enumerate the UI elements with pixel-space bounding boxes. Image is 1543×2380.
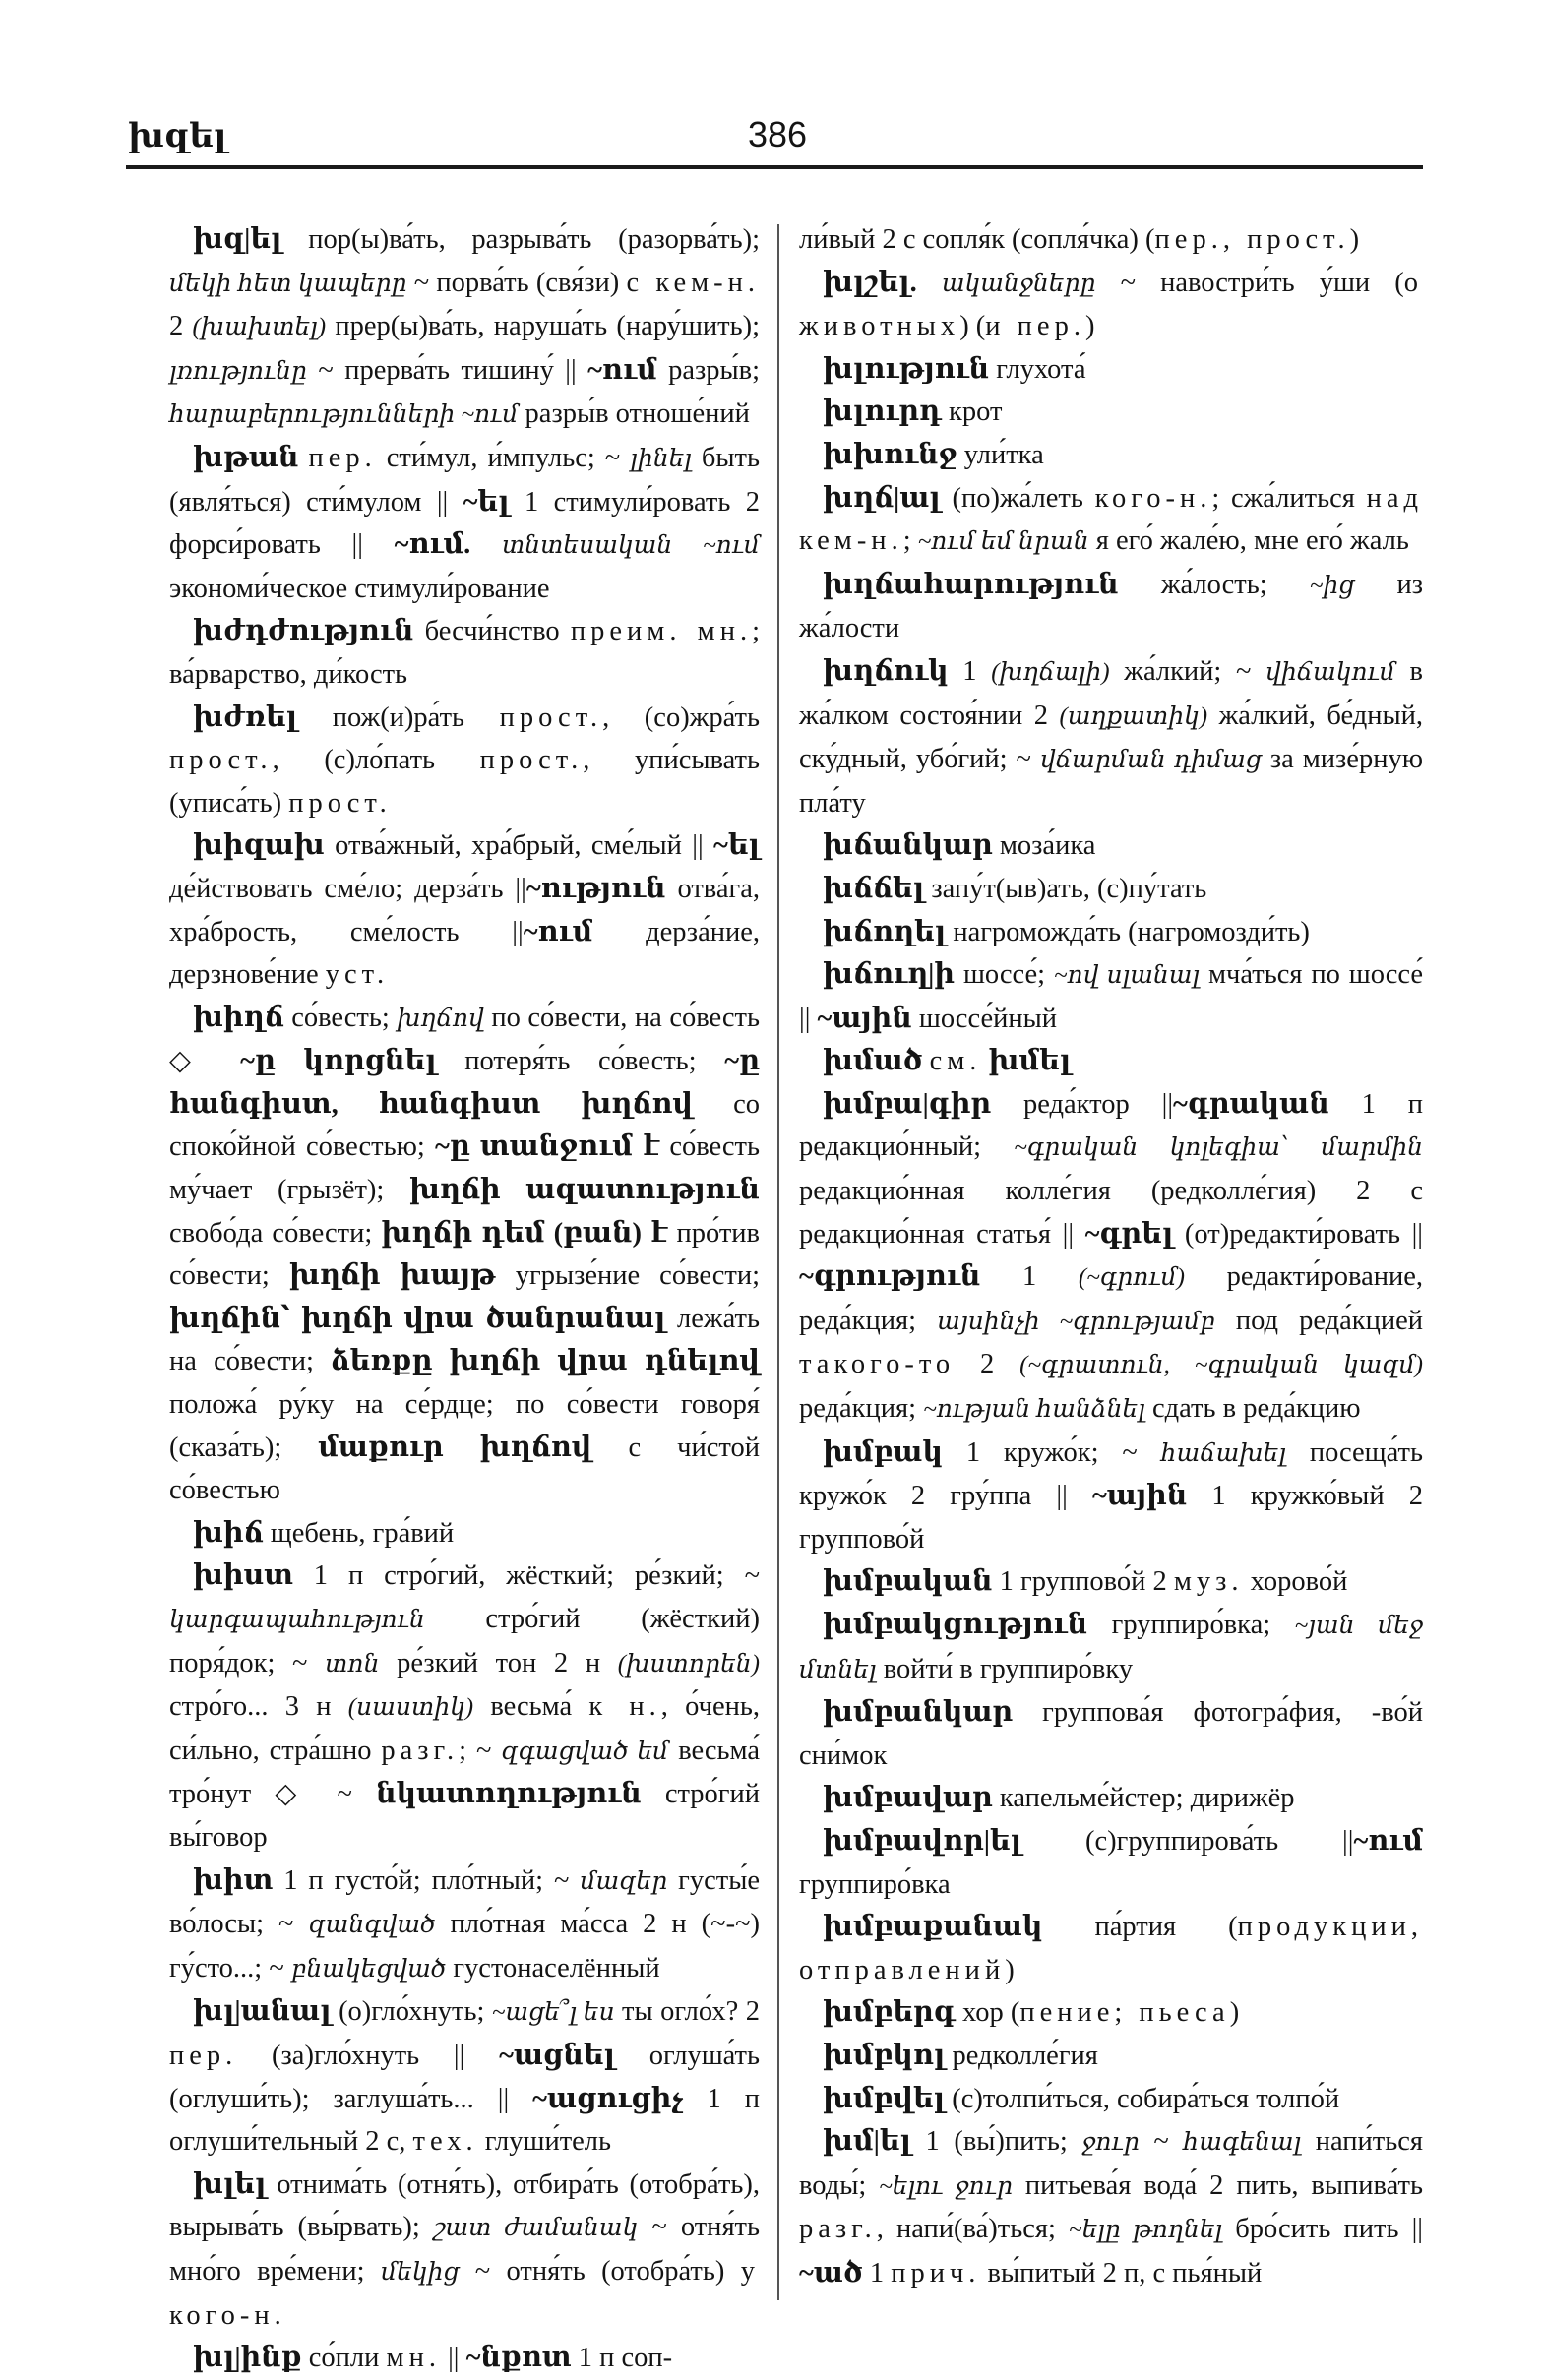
- headword: ~ը տանջում է: [435, 1131, 660, 1163]
- translation-text: ): [1005, 1954, 1015, 1985]
- right-column: [799, 218, 1423, 2295]
- translation-text: ): [1349, 224, 1360, 255]
- translation-text: ~: [1139, 2126, 1184, 2158]
- dictionary-entry: [799, 2078, 1423, 2121]
- translation-text: ли́вый 2 с сопля́к (сопля́чка) (: [799, 224, 1155, 255]
- translation-text: шоссе́;: [955, 959, 1054, 991]
- translation-text: дерза́ние, дерзнове́ние: [169, 916, 760, 991]
- translation-text: весьма́: [473, 1691, 589, 1723]
- dictionary-entry: [799, 1040, 1423, 1083]
- armenian-example: ~գրական կոլեգիա՝ մարմին: [1014, 1134, 1423, 1162]
- armenian-example: այսինչի ~գրությամբ: [937, 1308, 1215, 1335]
- left-column: [169, 218, 760, 2380]
- dictionary-entry: [799, 1604, 1423, 1691]
- header-rule: [126, 165, 1423, 169]
- usage-label: с кем-н.: [626, 267, 761, 298]
- dictionary-entry: [169, 824, 760, 996]
- translation-text: лежа́ть на со́вести;: [169, 1303, 760, 1377]
- headword: խմբակ: [823, 1436, 943, 1468]
- translation-text: ): [1229, 1997, 1240, 2029]
- headword: ~ում: [523, 916, 593, 947]
- translation-text: [981, 1046, 988, 1076]
- dictionary-entry: [799, 262, 1423, 348]
- headword: ~ած: [799, 2257, 863, 2288]
- translation-text: густы́е во́лосы; ~: [169, 1864, 761, 1940]
- translation-text: мча́ться по шоссе́ ||: [799, 959, 1423, 1034]
- translation-text: группова́я фотогра́фия, -во́й сни́мок: [799, 1697, 1423, 1771]
- headword: ~ում.: [394, 529, 471, 561]
- translation-text: (с)толпи́ться, собира́ться толпо́й: [945, 2083, 1340, 2114]
- usage-label: кого-н.: [1094, 482, 1212, 514]
- headword: խլ|անալ: [193, 1996, 332, 2028]
- translation-text: вы́питый 2 п, с пья́ный: [980, 2257, 1263, 2288]
- dictionary-entry: [799, 2120, 1423, 2294]
- translation-text: крот: [941, 397, 1003, 428]
- dictionary-entry: [799, 953, 1423, 1040]
- armenian-example: մեկի հետ կապերը: [169, 270, 407, 297]
- usage-label: продукции, отправлений: [799, 1912, 1423, 1985]
- armenian-example: վիճակում: [1265, 658, 1395, 686]
- translation-text: редакти́рование, реда́кция;: [799, 1261, 1423, 1336]
- armenian-example: (~գրատուն, ~գրական կազմ): [1019, 1352, 1423, 1379]
- translation-text: по со́вести, на со́весть ◇: [169, 1002, 760, 1077]
- translation-text: я его́ жале́ю, мне его́ жаль: [1088, 525, 1409, 557]
- headword: ~ային: [1091, 1481, 1188, 1512]
- headword: ~նքոտ: [465, 2343, 572, 2374]
- usage-label: пер., прост.: [1154, 224, 1350, 255]
- translation-text: под реда́кцией: [1214, 1305, 1423, 1336]
- armenian-example: ականջները: [941, 270, 1096, 297]
- translation-text: посеща́ть кружо́к 2 гру́ппа ||: [799, 1436, 1423, 1512]
- headword: ~ը կորցնել: [240, 1046, 437, 1077]
- armenian-example: ջուր: [1081, 2129, 1140, 2157]
- headword: խղճի ազատություն: [408, 1175, 760, 1206]
- translation-text: питьева́я вода́ 2 пить, выпива́ть: [1012, 2169, 1423, 2201]
- headword: խժռել: [193, 702, 298, 733]
- translation-text: шоссе́йный: [911, 1003, 1058, 1034]
- translation-text: , упи́сывать (уписа́ть): [169, 745, 760, 819]
- armenian-example: ~յան մեջ մտնել: [799, 1613, 1423, 1683]
- headword: խճճել: [823, 873, 925, 904]
- dictionary-entry: [799, 1083, 1423, 1432]
- dictionary-entry: [169, 610, 760, 696]
- usage-label: прост.: [288, 787, 392, 819]
- headword: խիճ: [193, 1517, 264, 1549]
- headword: խմբավոր|ել: [823, 1825, 1022, 1857]
- armenian-example: լինել: [630, 445, 692, 472]
- armenian-example: ~ելու ջուր: [879, 2172, 1013, 2200]
- headword: ~ում: [1353, 1825, 1423, 1857]
- dictionary-entry: [799, 2035, 1423, 2078]
- translation-text: , напи́(ва́)ться;: [876, 2214, 1070, 2245]
- translation-text: па́ртия (: [1042, 1912, 1238, 1943]
- translation-text: 1 кружо́к; ~: [942, 1436, 1161, 1468]
- translation-text: напи́ться воды́;: [799, 2126, 1423, 2201]
- translation-text: жа́лость;: [1118, 569, 1310, 600]
- dictionary-entry: [169, 1990, 760, 2163]
- usage-label: пер.: [308, 442, 377, 473]
- headword: խմբկոլ: [823, 2040, 946, 2071]
- translation-text: быть (явля́ться) сти́мулом ||: [169, 442, 761, 518]
- armenian-example: հագենալ: [1183, 2129, 1302, 2157]
- headword: խլել: [193, 2168, 267, 2200]
- translation-text: 1: [948, 655, 992, 687]
- armenian-example: վճարման դիմաց: [1039, 747, 1262, 774]
- headword: խլշել.: [823, 267, 917, 298]
- translation-text: 1 кружко́вый 2 группово́й: [799, 1481, 1423, 1555]
- dictionary-entry: [799, 434, 1423, 477]
- usage-label: уст.: [325, 959, 390, 991]
- translation-text: 1 п оглуши́тельный 2 с,: [169, 2083, 760, 2158]
- translation-text: 1 п соп-: [571, 2343, 673, 2374]
- translation-text: редакцио́нная колле́гия (редколле́гия) 2 с редакцио́нная статья́ ||: [799, 1176, 1423, 1250]
- headword: ~ում: [587, 354, 657, 386]
- translation-text: весьма́ тро́нут ◇ ~: [169, 1735, 760, 1810]
- translation-text: де́йствовать сме́ло; дерза́ть ||: [169, 873, 526, 904]
- usage-label: прост.: [479, 745, 584, 776]
- headword: ~ը հանգիստ, հանգիստ խղճով: [169, 1046, 760, 1120]
- headword: նկատողություն: [376, 1779, 642, 1810]
- armenian-example: ~ության հանձնել: [923, 1396, 1145, 1424]
- translation-text: 1 п густо́й; пло́тный; ~: [273, 1864, 581, 1896]
- headword: ~ություն: [525, 873, 666, 904]
- translation-text: ; ~: [459, 1735, 502, 1766]
- armenian-example: (~գրում): [1078, 1264, 1185, 1292]
- translation-text: стро́го... 3 н: [169, 1691, 348, 1723]
- translation-text: в жа́лком состоя́нии 2: [799, 655, 1423, 731]
- usage-label: прост.: [169, 745, 273, 776]
- headword: ~գրել: [1084, 1218, 1174, 1250]
- translation-text: жа́лкий; ~: [1109, 655, 1266, 687]
- translation-text: редколле́гия: [945, 2040, 1098, 2071]
- translation-text: потеря́ть со́весть;: [436, 1046, 725, 1077]
- translation-text: положа́ ру́ку на се́рдце; по со́вести говоря́ (сказа́ть);: [169, 1389, 760, 1463]
- translation-text: хорово́й: [1243, 1566, 1348, 1598]
- armenian-example: շատ ժամանակ: [433, 2215, 639, 2242]
- armenian-example: հաճախել: [1160, 1439, 1286, 1467]
- translation-text: 1 (вы́)пить;: [911, 2126, 1082, 2158]
- headword: խճուղ|ի: [823, 959, 956, 991]
- headword: խիզախ: [193, 830, 325, 862]
- translation-text: 1: [862, 2257, 892, 2288]
- translation-text: 1 стимули́ровать 2 форси́ровать ||: [169, 486, 760, 561]
- armenian-example: լռությունը: [169, 357, 307, 385]
- usage-label: разг.: [799, 2214, 877, 2245]
- usage-label: к н.: [588, 1691, 661, 1723]
- dictionary-entry: [169, 697, 760, 825]
- headword: խլուրդ: [823, 397, 942, 428]
- armenian-example: հարաբերությունների ~ում: [169, 401, 519, 429]
- headword: խմբաքանակ: [823, 1912, 1043, 1943]
- translation-text: сти́мул, и́мпульс; ~: [376, 442, 631, 473]
- translation-text: из жа́лости: [799, 569, 1423, 644]
- translation-text: 2: [955, 1349, 1020, 1380]
- translation-text: , о́чень, си́льно, стра́шно: [169, 1691, 761, 1766]
- headword: խժդժություն: [193, 616, 414, 647]
- translation-text: ; сжа́литься: [1211, 482, 1367, 514]
- translation-text: со́пли: [301, 2343, 387, 2374]
- translation-text: стро́гий (жёсткий) поря́док; ~: [169, 1604, 760, 1678]
- translation-text: оглуша́ть (оглуши́ть); заглуша́ть... ||: [169, 2040, 761, 2114]
- headword: խլություն: [823, 353, 990, 385]
- armenian-example: մեկից: [380, 2258, 460, 2286]
- column-divider: [777, 224, 779, 2300]
- armenian-example: (խախտել): [192, 314, 327, 341]
- translation-text: реда́ктор ||: [991, 1088, 1174, 1120]
- headword: խխունջ: [823, 439, 957, 470]
- translation-text: ~ навостри́ть у́ши (: [1095, 267, 1404, 298]
- translation-text: со́весть;: [283, 1002, 398, 1033]
- translation-text: стро́гий вы́говор: [169, 1779, 760, 1853]
- dictionary-entry: [799, 1777, 1423, 1820]
- usage-label: пение; пьеса: [1019, 1997, 1230, 2029]
- translation-text: густонаселённый: [446, 1952, 660, 1983]
- armenian-example: ~ում եմ նրան: [917, 528, 1089, 556]
- translation-text: отва́га, хра́брость, сме́лость ||: [169, 873, 760, 947]
- usage-label: о животных: [799, 267, 1424, 342]
- translation-text: группиро́вка: [799, 1868, 951, 1900]
- headword: խլ|ինք: [193, 2343, 302, 2374]
- translation-text: запу́т(ыв)ать, (с)пу́тать: [924, 873, 1207, 904]
- armenian-example: ~ացե՞լ ես: [491, 1999, 615, 2027]
- headword: խղճի խայթ: [288, 1260, 496, 1292]
- headword: խիստ: [193, 1560, 293, 1592]
- dictionary-entry: [799, 391, 1423, 434]
- usage-label: преим. мн.: [570, 616, 753, 647]
- translation-text: ): [1084, 311, 1095, 342]
- dictionary-entry: [169, 1555, 760, 1859]
- translation-text: (по)жа́леть: [940, 482, 1095, 514]
- headword: ~ել: [713, 830, 760, 862]
- translation-text: с чи́стой со́вестью: [169, 1432, 760, 1506]
- usage-label: над кем-н.: [799, 482, 1423, 557]
- translation-text: ||: [440, 2343, 466, 2374]
- translation-text: прер(ы)ва́ть, наруша́ть (нару́шить);: [326, 311, 761, 342]
- translation-text: со споко́йной со́вестью;: [169, 1088, 760, 1163]
- armenian-example: ~ելը թողնել: [1069, 2217, 1223, 2244]
- translation-text: хор (: [955, 1997, 1020, 2029]
- translation-text: реда́кция;: [799, 1393, 924, 1425]
- headword: խղճ|ալ: [823, 482, 941, 514]
- translation-text: ули́тка: [957, 439, 1044, 470]
- translation-text: глухота́: [989, 353, 1086, 385]
- armenian-example: մազեր: [580, 1867, 668, 1895]
- usage-label: прич.: [891, 2257, 981, 2288]
- translation-text: (за)гло́хнуть ||: [237, 2040, 500, 2071]
- headword: խղճուկ: [823, 655, 949, 687]
- translation-text: ~ отня́ть мно́го вре́мени;: [169, 2212, 760, 2287]
- headword: խմբա|գիր: [823, 1088, 992, 1120]
- headword: խմբավար: [823, 1783, 993, 1814]
- dictionary-entry: [799, 1691, 1423, 1777]
- translation-text: [298, 443, 308, 473]
- translation-text: (о)гло́хнуть;: [331, 1996, 492, 2028]
- usage-label: у кого-н.: [169, 2255, 760, 2331]
- armenian-example: տնտեսական ~ում: [502, 532, 761, 560]
- translation-text: бро́сить пить ||: [1222, 2214, 1423, 2245]
- headword: ~գրական: [1173, 1088, 1329, 1120]
- headword: խմած: [823, 1046, 923, 1077]
- translation-text: разры́в отноше́ний: [518, 398, 750, 430]
- headword: խմբերգ: [823, 1997, 956, 2029]
- dictionary-entry: [799, 348, 1423, 392]
- translation-text: экономи́ческое стимули́рование: [169, 573, 550, 604]
- usage-label: см.: [929, 1046, 982, 1077]
- translation-text: (от)редакти́ровать ||: [1173, 1218, 1423, 1250]
- headword: խմել: [988, 1046, 1072, 1077]
- armenian-example: կարգապահություն: [169, 1607, 425, 1633]
- armenian-example: տոն: [325, 1650, 380, 1678]
- translation-text: со́весть му́чает (грызёт);: [169, 1131, 760, 1206]
- translation-text: ре́зкий тон 2 н: [379, 1647, 618, 1678]
- dictionary-entry: [799, 911, 1423, 954]
- page-number: 386: [748, 114, 808, 154]
- translation-text: пож(и)ра́ть: [297, 702, 500, 733]
- translation-text: 1: [980, 1261, 1079, 1293]
- headword: խիտ: [193, 1864, 274, 1896]
- translation-text: ты огло́х? 2: [614, 1996, 760, 2028]
- translation-text: (с)группирова́ть ||: [1021, 1825, 1354, 1857]
- translation-text: щебень, гра́вий: [263, 1517, 455, 1549]
- usage-label: такого-то: [799, 1349, 956, 1380]
- usage-label: разг.: [381, 1735, 460, 1766]
- headword: խմբական: [823, 1566, 993, 1598]
- translation-text: [470, 529, 502, 560]
- armenian-example: (խղճալի): [991, 658, 1110, 686]
- running-head: խզել: [128, 118, 227, 154]
- headword: ~ացուցիչ: [532, 2083, 684, 2114]
- armenian-example: խղճով: [397, 1005, 484, 1032]
- armenian-example: ~ով սլանալ: [1053, 962, 1201, 990]
- dictionary-entry: [799, 1432, 1423, 1561]
- armenian-example: (աղքատիկ): [1059, 702, 1208, 730]
- usage-label: пер.: [169, 2040, 238, 2071]
- dictionary-entry: [799, 650, 1423, 824]
- translation-text: 2: [169, 311, 193, 342]
- translation-text: [917, 268, 942, 298]
- dictionary-entry: [799, 477, 1423, 564]
- translation-text: ~ прерва́ть тишину́ ||: [306, 354, 588, 386]
- translation-text: глуши́тель: [477, 2126, 612, 2158]
- translation-text: нагроможда́ть (нагромозди́ть): [946, 916, 1310, 947]
- armenian-example: (սաստիկ): [347, 1694, 474, 1722]
- headword: ~ել: [463, 486, 510, 518]
- translation-text: пор(ы)ва́ть, разрыва́ть (разорва́ть);: [281, 224, 760, 255]
- headword: խղճահարություն: [823, 569, 1119, 600]
- dictionary-entry: [169, 437, 760, 610]
- dictionary-entry: [799, 868, 1423, 911]
- usage-label: мн.: [386, 2343, 441, 2374]
- translation-text: про́тив со́вести;: [169, 1217, 760, 1292]
- headword: խճողել: [823, 916, 947, 947]
- usage-label: и пер.: [985, 311, 1085, 342]
- usage-label: муз.: [1173, 1566, 1244, 1598]
- armenian-example: զանգված: [308, 1912, 436, 1939]
- armenian-example: ~ից: [1309, 572, 1355, 599]
- translation-text: [922, 1046, 929, 1076]
- dictionary-entry: [799, 1560, 1423, 1604]
- headword: խմբվել: [823, 2083, 946, 2114]
- translation-text: войти́ в группиро́вку: [876, 1653, 1134, 1684]
- translation-text: ~ порва́ть (свя́зи): [406, 267, 627, 298]
- headword: խմբանկար: [823, 1697, 1014, 1729]
- armenian-example: բնակեցված: [290, 1955, 447, 1983]
- translation-text: 1 группово́й 2: [992, 1566, 1174, 1598]
- headword: ձեռքը խղճի վրա դնելով: [331, 1346, 760, 1377]
- dictionary-entry: [799, 218, 1423, 262]
- translation-text: капельме́йстер; дирижёр: [992, 1783, 1295, 1814]
- dictionary-entry: [169, 997, 760, 1512]
- translation-text: ~ отня́ть (отобра́ть): [459, 2255, 741, 2287]
- translation-text: разры́в;: [656, 354, 760, 386]
- armenian-example: զգացված եմ: [501, 1738, 669, 1765]
- armenian-example: (խստորեն): [617, 1650, 760, 1678]
- dictionary-entry: [169, 218, 760, 437]
- translation-text: отнима́ть (отня́ть), отбира́ть (отобра́ть), вырыва́ть (вы́рвать);: [169, 2168, 760, 2243]
- dictionary-entry: [799, 564, 1423, 650]
- headword: խթան: [193, 442, 299, 473]
- translation-text: бесчи́нство: [413, 616, 571, 647]
- translation-text: ;: [902, 525, 918, 557]
- headword: խզ|ել: [193, 224, 282, 255]
- translation-text: свобо́да со́вести;: [169, 1217, 382, 1249]
- dictionary-entry: [799, 824, 1423, 868]
- headword: խղճին՝ խղճի վրա ծանրանալ: [169, 1303, 666, 1334]
- dictionary-entry: [169, 1512, 760, 1556]
- usage-label: тех.: [412, 2126, 478, 2158]
- headword: խղճի դեմ (բան) է: [381, 1217, 668, 1249]
- translation-text: ; ва́рварство, ди́кость: [169, 616, 760, 690]
- headword: ~ացնել: [499, 2040, 615, 2071]
- headword: ~գրություն: [799, 1261, 981, 1293]
- dictionary-entry: [169, 1860, 760, 1991]
- headword: խմ|ել: [823, 2126, 911, 2158]
- dictionary-entry: [169, 2164, 760, 2337]
- translation-text: жа́лкий, бе́дный, ску́дный, убо́гий; ~: [799, 700, 1423, 775]
- translation-text: отва́жный, хра́брый, сме́лый ||: [324, 830, 714, 862]
- dictionary-entry: [799, 1820, 1423, 1906]
- headword: խմբակցություն: [823, 1610, 1088, 1640]
- translation-text: ) (: [959, 311, 986, 342]
- headword: ~ային: [817, 1003, 912, 1034]
- headword: խիղճ: [193, 1002, 284, 1033]
- headword: խճանկար: [823, 830, 993, 862]
- headword: մաքուր խղճով: [318, 1432, 592, 1463]
- translation-text: 1 п стро́гий, жёсткий; ре́зкий; ~: [292, 1560, 760, 1592]
- translation-text: , (со)жра́ть: [602, 702, 760, 733]
- translation-text: моза́ика: [992, 830, 1096, 862]
- usage-label: прост.: [499, 702, 603, 733]
- translation-text: 1 п редакцио́нный;: [799, 1088, 1423, 1163]
- translation-text: группиро́вка;: [1087, 1610, 1295, 1640]
- translation-text: за мизе́рную пла́ту: [799, 744, 1423, 819]
- dictionary-entry: [799, 1991, 1423, 2035]
- translation-text: сдать в реда́кцию: [1144, 1393, 1361, 1425]
- translation-text: , (с)ло́пать: [272, 745, 480, 776]
- translation-text: угрызе́ние со́вести;: [495, 1260, 760, 1292]
- translation-text: пло́тная ма́сса 2 н (~-~) гу́сто...; ~: [169, 1909, 760, 1983]
- dictionary-entry: [799, 1906, 1423, 1991]
- dictionary-entry: [169, 2337, 760, 2380]
